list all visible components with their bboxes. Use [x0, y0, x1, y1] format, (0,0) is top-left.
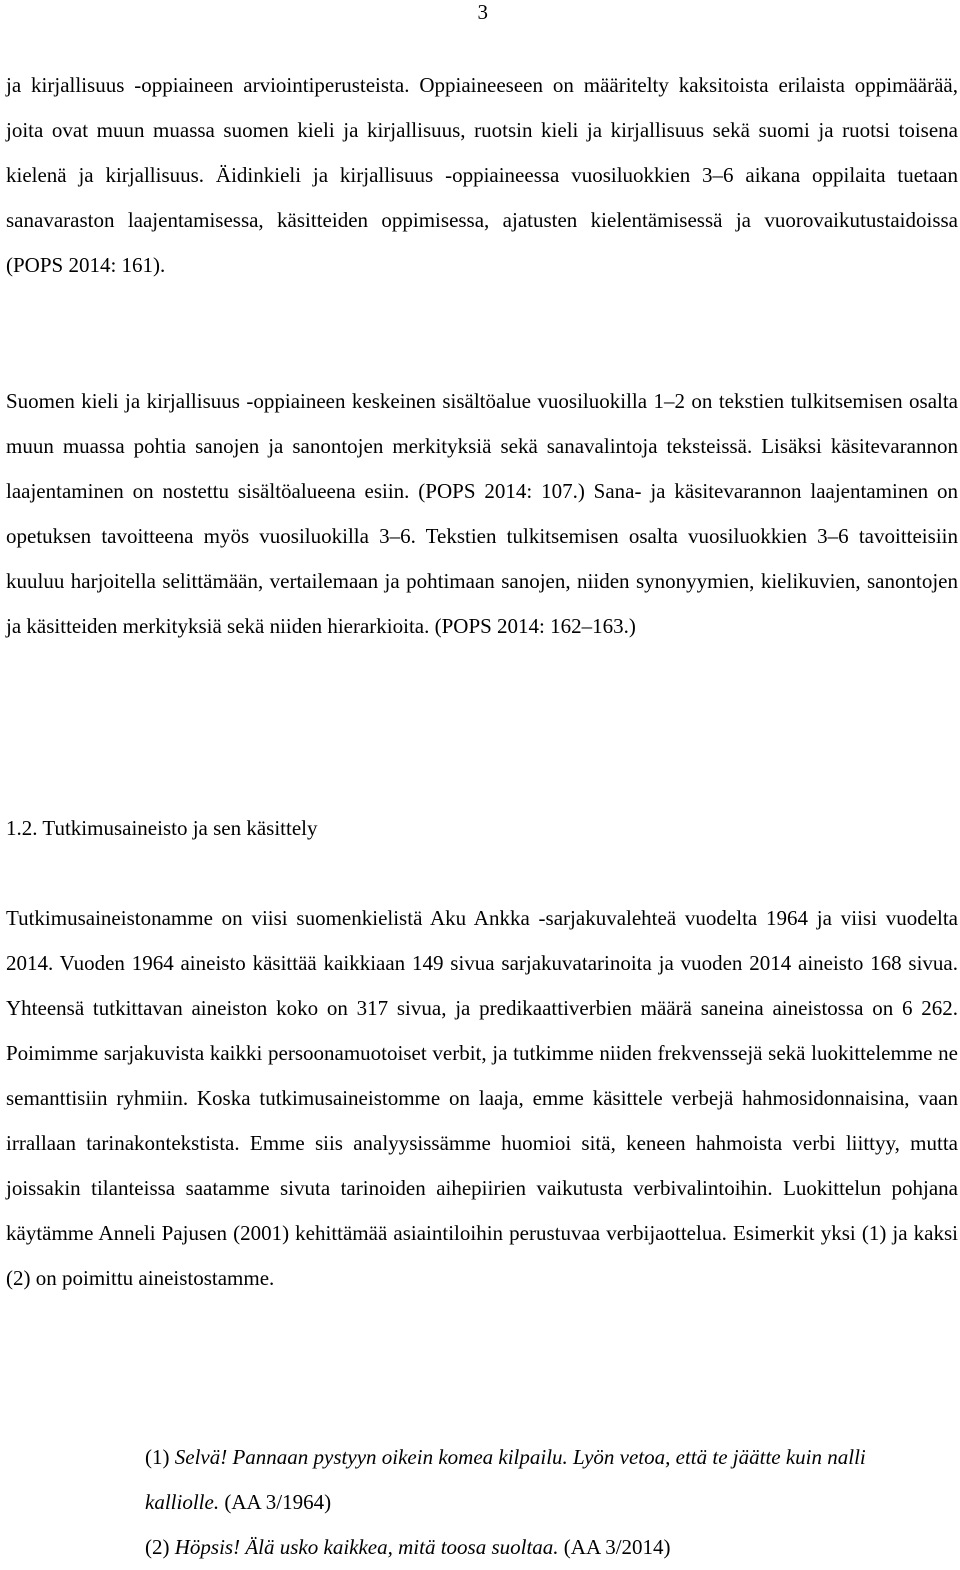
page-number: 3	[477, 0, 488, 24]
example-2	[145, 1525, 935, 1570]
example-2-quote: Höpsis! Älä usko kaikkea, mitä toosa suoltaa.	[174, 1535, 559, 1559]
example-1-source: (AA 3/1964)	[224, 1490, 332, 1514]
example-2-number: (2)	[145, 1535, 170, 1559]
example-2-source: (AA 3/2014)	[563, 1535, 671, 1559]
example-1-number: (1)	[145, 1445, 170, 1469]
example-1	[145, 1435, 935, 1525]
paragraph-research-material: Tutkimusaineistonamme on viisi suomenkielistä Aku Ankka -sarjakuvalehteä vuodelta 1964 ja viisi vuodelta 2014. Vuoden 1964 aineisto käsittää kaikkiaan 149 sivua sarjakuvatarinoita ja vuoden 2014 aineisto 168 sivua. Yhteensä tutkittavan aineiston koko on 317 sivua, ja predikaattiverbien määrä saneina aineistossa on 6 262. Poimimme sarjakuvista kaikki persoonamuotoiset verbit, ja tutkimme niiden frekvenssejä sekä luokittelemme ne semanttisiin ryhmiin. Koska tutkimusaineistomme on laaja, emme käsittele verbejä hahmosidonnaisina, vaan irrallaan tarinakontekstista. Emme siis analyysissämme huomioi sitä, keneen hahmoista verbi liittyy, mutta joissakin tilanteissa saatamme sivuta tarinoiden aihepiirien vaikutusta verbivalintoihin. Luokittelun pohjana käytämme Anneli Pajusen (2001) kehittämää asiaintiloihin perustuvaa verbijaottelua. Esimerkit yksi (1) ja kaksi (2) on poimittu aineistostamme.	[6, 906, 958, 1290]
paragraph-curriculum-content: Suomen kieli ja kirjallisuus -oppiaineen keskeinen sisältöalue vuosiluokilla 1–2 on tekstien tulkitsemisen osalta muun muassa pohtia sanojen ja sanontojen merkityksiä sekä sanavalintoja teksteissä. Lisäksi käsitevarannon laajentaminen on nostettu sisältöalueena esiin. (POPS 2014: 107.) Sana- ja käsitevarannon laajentaminen on opetuksen tavoitteena myös vuosiluokilla 3–6. Tekstien tulkitsemisen osalta vuosiluokkien 3–6 tavoitteisiin kuuluu harjoitella selittämään, vertailemaan ja pohtimaan sanojen, niiden synonyymien, kielikuvien, sanontojen ja käsitteiden merkityksiä sekä niiden hierarkioita. (POPS 2014: 162–163.)	[6, 389, 958, 638]
paragraph-curriculum-intro: ja kirjallisuus -oppiaineen arviointiperusteista. Oppiaineeseen on määritelty kaksitoista erilaista oppimäärää, joita ovat muun muassa suomen kieli ja kirjallisuus, ruotsin kieli ja kirjallisuus sekä suomi ja ruotsi toisena kielenä ja kirjallisuus. Äidinkieli ja kirjallisuus -oppiaineessa vuosiluokkien 3–6 aikana oppilaita tuetaan sanavaraston laajentamisessa, käsitteiden oppimisessa, ajatusten kielentämisessä ja vuorovaikutustaidoissa (POPS 2014: 161).	[6, 73, 958, 277]
section-heading: 1.2. Tutkimusaineisto ja sen käsittely	[6, 816, 318, 840]
example-1-quote: Selvä! Pannaan pystyyn oikein komea kilpailu. Lyön vetoa, että te jäätte kuin nalli kalliolle.	[145, 1445, 866, 1514]
